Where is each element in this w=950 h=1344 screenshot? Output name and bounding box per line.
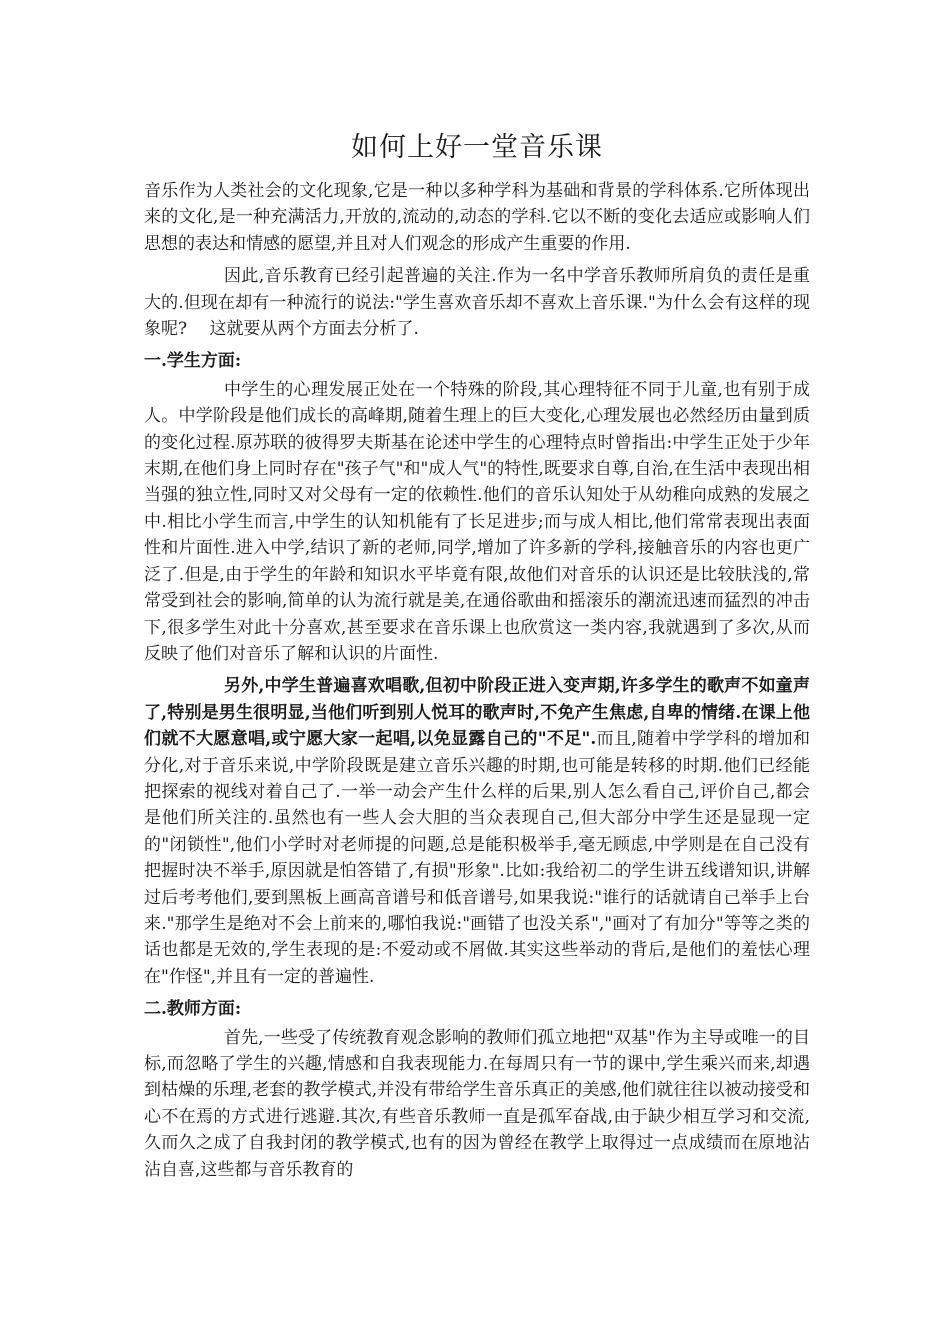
paragraph-intro: 音乐作为人类社会的文化现象,它是一种以多种学科为基础和背景的学科体系.它所体现出来的文化,是一种充满活力,开放的,流动的,动态的学科.它以不断的变化去适应或影响人们思想的表达和情感的愿望,并且对人们观念的形成产生重要的作用. xyxy=(144,181,810,254)
document-title: 如何上好一堂音乐课 xyxy=(351,132,603,163)
paragraph-voice-change-bold: 另外,中学生普遍喜欢唱歌,但初中阶段正进入变声期,许多学生的歌声不如童声了,特别是男生很明显,当他们听到别人悦耳的歌声时,不免产生焦虑,自卑的情绪.在课上他们就不大愿意唱,或宁愿大家一起唱,以免显露自己的"不足". xyxy=(144,676,810,750)
paragraph-teachers: 首先,一些受了传统教育观念影响的教师们孤立地把"双基"作为主导或唯一的目标,而忽略了学生的兴趣,情感和自我表现能力.在每周只有一节的课中,学生乘兴而来,却遇到枯燥的乐理,老套的教学模式,并没有带给学生音乐真正的美感,他们就往往以被动接受和心不在焉的方式进行逃避.其次,有些音乐教师一直是孤军奋战,由于缺少相互学习和交流,久而久之成了自我封闭的教学模式,也有的因为曾经在教学上取得过一点成绩而在原地沾沾自喜,这些都与音乐教育的 xyxy=(144,1027,810,1180)
document-page xyxy=(144,128,810,1189)
paragraph-voice-change xyxy=(144,673,810,990)
section-heading-students: 一.学生方面: xyxy=(144,351,242,372)
paragraph-voice-change-rest: 而且,随着中学学科的增加和分化,对于音乐来说,中学阶段既是建立音乐兴趣的时期,也可能是转移的时期.他们已经能把探索的视线对着自己了.一举一动会产生什么样的后果,别人怎么看自己,评价自己,都会是他们所关注的.虽然也有一些人会大胆的当众表现自己,但大部分中学生还是显现一定的"闭锁性",他们小学时对老师提的问题,总是能积极举手,毫无顾虑,中学则是在自己没有把握时决不举手,原因就是怕答错了,有损"形象".比如:我给初二的学生讲五线谱知识,讲解过后考考他们,要到黑板上画高音谱号和低音谱号,如果我说:"谁行的话就请自己举手上台来."那学生是绝对不会上前来的,哪怕我说:"画错了也没关系","画对了有加分"等等之类的话也都是无效的,学生表现的是:不爱动或不屑做.其实这些举动的背后,是他们的羞怯心理在"作怪",并且有一定的普遍性. xyxy=(144,729,810,987)
paragraph-reason: 因此,音乐教育已经引起普遍的关注.作为一名中学音乐教师所肩负的责任是重大的.但现在却有一种流行的说法:"学生喜欢音乐却不喜欢上音乐课."为什么会有这样的现象呢? 这就要从两个方面去分析了. xyxy=(144,266,810,340)
paragraph-student-psychology: 中学生的心理发展正处在一个特殊的阶段,其心理特征不同于儿童,也有别于成人。中学阶段是他们成长的高峰期,随着生理上的巨大变化,心理发展也必然经历由量到质的变化过程.原苏联的彼得罗夫斯基在论述中学生的心理特点时曾指出:中学生正处于少年末期,在他们身上同时存在"孩子气"和"成人气"的特性,既要求自尊,自治,在生活中表现出相当强的独立性,同时又对父母有一定的依赖性.他们的音乐认知处于从幼稚向成熟的发展之中.相比小学生而言,中学生的认知机能有了长足进步;而与成人相比,他们常常表现出表面性和片面性.进入中学,结识了新的老师,同学,增加了许多新的学科,接触音乐的内容也更广泛了.但是,由于学生的年龄和知识水平毕竟有限,故他们对音乐的认识还是比较肤浅的,常常受到社会的影响,简单的认为流行就是美,在通俗歌曲和摇滚乐的潮流迅速而猛烈的冲击下,很多学生对此十分喜欢,甚至要求在音乐课上也欣赏这一类内容,我就遇到了多次,从而反映了他们对音乐了解和认识的片面性. xyxy=(144,379,810,664)
section-heading-teachers: 二.教师方面: xyxy=(144,999,242,1020)
